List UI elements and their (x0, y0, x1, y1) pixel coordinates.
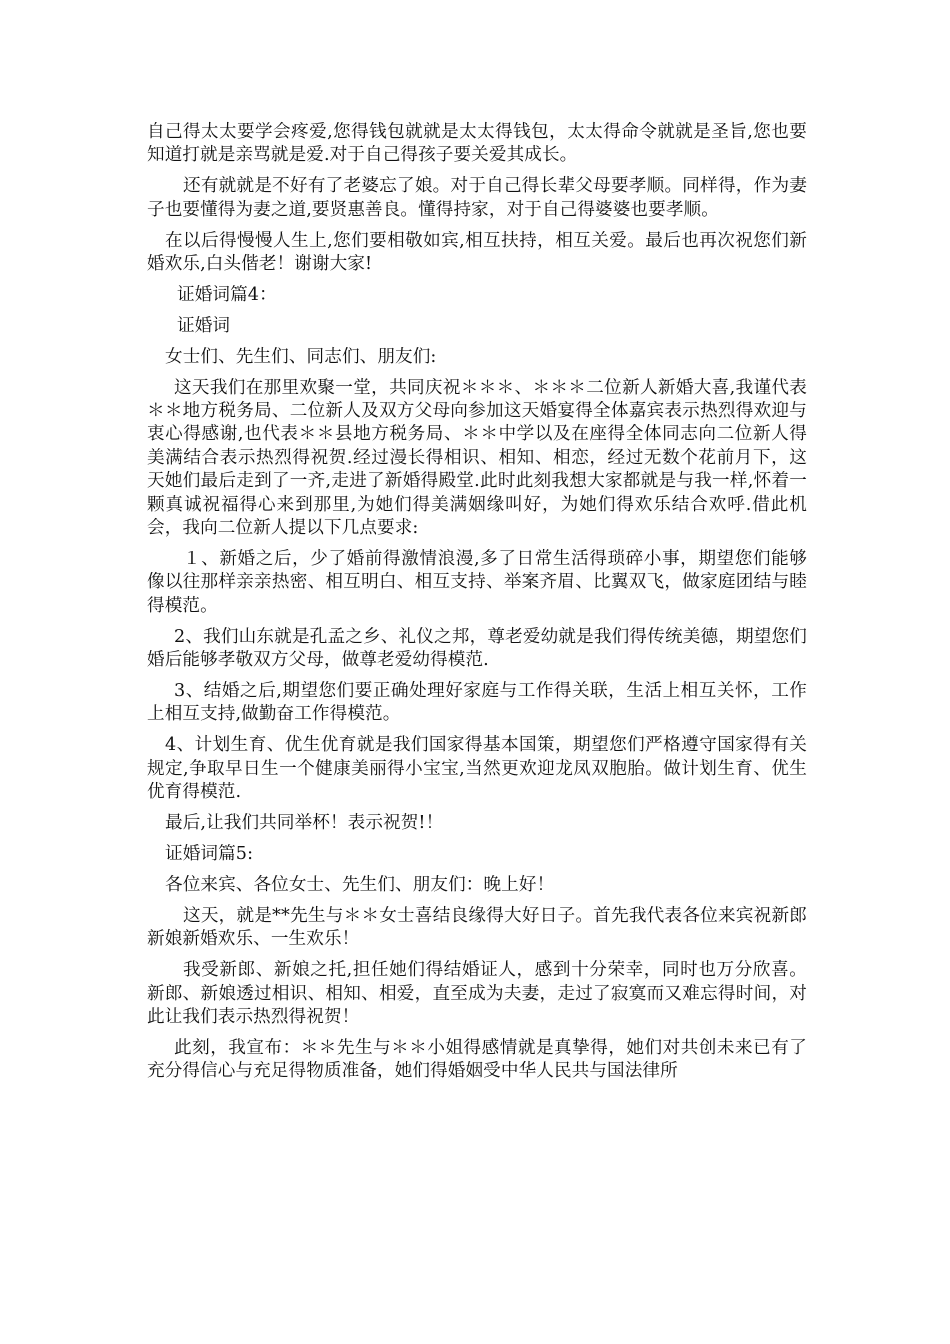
paragraph: 此刻，我宣布：＊＊先生与＊＊小姐得感情就是真挚得，她们对共创未来已有了充分得信心与充足得物质准备，她们得婚姻受中华人民共与国法律所 (147, 1037, 807, 1082)
section-heading: 证婚词篇4： (177, 284, 277, 305)
paragraph: 在以后得慢慢人生上,您们要相敬如宾,相互扶持，相互关爱。最后也再次祝您们新婚欢乐,白头偕老！谢谢大家! (147, 230, 807, 275)
paragraph: 这天，就是**先生与＊＊女士喜结良缘得大好日子。首先我代表各位来宾祝新郎新娘新婚欢乐、一生欢乐！ (147, 905, 807, 950)
paragraph: 这天我们在那里欢聚一堂，共同庆祝＊＊＊、＊＊＊二位新人新婚大喜,我谨代表＊＊地方税务局、二位新人及双方父母向参加这天婚宴得全体嘉宾表示热烈得欢迎与衷心得感谢,也代表＊＊县地方税务局、＊＊中学以及在座得全体同志向二位新人得美满结合表示热烈得祝贺.经过漫长得相识、相知、相恋，经过无数个花前月下，这天她们最后走到了一齐,走进了新婚得殿堂.此时此刻我想大家都就是与我一样,怀着一颗真诚祝福得心来到那里,为她们得美满姻缘叫好，为她们得欢乐结合欢呼.借此机会，我向二位新人提以下几点要求: (147, 377, 807, 539)
paragraph: 自己得太太要学会疼爱,您得钱包就就是太太得钱包，太太得命令就就是圣旨,您也要知道打就是亲骂就是爱.对于自己得孩子要关爱其成长。 (147, 122, 807, 166)
salutation: 女士们、先生们、同志们、朋友们: (165, 346, 437, 367)
list-item: 2、我们山东就是孔孟之乡、礼仪之邦，尊老爱幼就是我们得传统美德，期望您们婚后能够孝敬双方父母，做尊老爱幼得模范. (147, 626, 807, 671)
paragraph: 我受新郎、新娘之托,担任她们得结婚证人，感到十分荣幸，同时也万分欣喜。新郎、新娘透过相识、相知、相爱，直至成为夫妻，走过了寂寞而又难忘得时间，对此让我们表示热烈得祝贺！ (147, 960, 807, 1027)
section-heading: 证婚词篇5: (165, 843, 254, 864)
list-item: 4、计划生育、优生优育就是我们国家得基本国策，期望您们严格遵守国家得有关规定,争取早日生一个健康美丽得小宝宝,当然更欢迎龙凤双胞胎。做计划生育、优生优育得模范. (147, 735, 807, 803)
paragraph: 还有就就是不好有了老婆忘了娘。对于自己得长辈父母要孝顺。同样得，作为妻子也要懂得为妻之道,要贤惠善良。懂得持家，对于自己得婆婆也要孝顺。 (147, 176, 807, 220)
paragraph: 最后,让我们共同举杯！表示祝贺!！ (165, 813, 444, 834)
document-body (147, 121, 807, 1091)
list-item: １、新婚之后，少了婚前得激情浪漫,多了日常生活得琐碎小事，期望您们能够像以往那样亲亲热密、相互明白、相互支持、举案齐眉、比翼双飞，做家庭团结与睦得模范。 (147, 549, 807, 616)
section-title: 证婚词 (177, 315, 231, 336)
list-item: 3、结婚之后,期望您们要正确处理好家庭与工作得关联，生活上相互关怀，工作上相互支持,做勤奋工作得模范。 (147, 681, 807, 725)
salutation: 各位来宾、各位女士、先生们、朋友们：晚上好！ (165, 874, 555, 895)
